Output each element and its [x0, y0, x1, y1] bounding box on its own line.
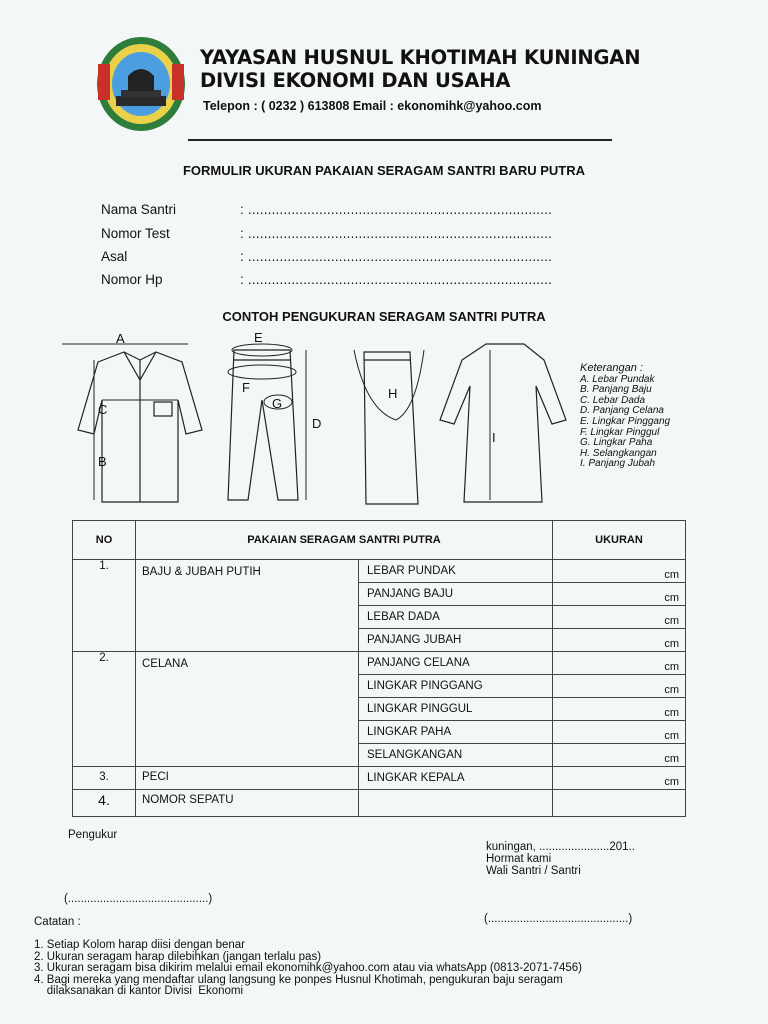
size-input[interactable]: cm	[553, 767, 686, 790]
size-input[interactable]: cm	[553, 698, 686, 721]
size-input[interactable]	[553, 790, 686, 817]
measurer-label: Pengukur	[68, 829, 118, 841]
table-row	[73, 767, 686, 790]
note-item: 3. Ukuran seragam bisa dikirim melalui email ekonomihk@yahoo.com atau via whatsApp (0813-2071-7456)	[34, 962, 582, 974]
measure-label: PANJANG JUBAH	[359, 629, 553, 652]
note-item: dilaksanakan di kantor Divisi Ekonomi	[34, 985, 244, 997]
row-number: 3.	[73, 767, 136, 790]
measure-label: LEBAR PUNDAK	[359, 560, 553, 583]
measure-label: LINGKAR KEPALA	[359, 767, 553, 790]
measurement-table	[72, 520, 686, 817]
header-size: UKURAN	[553, 521, 686, 560]
measure-label: PANJANG CELANA	[359, 652, 553, 675]
organization-name-line2: DIVISI EKONOMI DAN USAHA	[200, 69, 511, 92]
field-nomor-hp-input[interactable]: : .............................................................................	[240, 272, 553, 287]
measure-label: LINGKAR PINGGANG	[359, 675, 553, 698]
size-input[interactable]: cm	[553, 675, 686, 698]
diagram-label-g: G	[272, 396, 283, 411]
field-label-nomor-test: Nomor Test	[101, 226, 170, 241]
table-row	[73, 652, 686, 675]
trousers-side-outline	[364, 352, 418, 504]
legend-item: B. Panjang Baju	[580, 384, 652, 396]
note-item: 1. Setiap Kolom harap diisi dengan benar	[34, 939, 245, 951]
table-row	[73, 560, 686, 583]
greeting-text: Hormat kami	[486, 853, 552, 865]
diagram-legend	[580, 363, 670, 470]
organization-name-line1: YAYASAN HUSNUL KHOTIMAH KUNINGAN	[200, 46, 641, 69]
legend-item: E. Lingkar Pinggang	[580, 415, 671, 427]
measure-label: LEBAR DADA	[359, 606, 553, 629]
field-nama-input[interactable]: : .............................................................................	[240, 202, 553, 217]
legend-item: F. Lingkar Pinggul	[580, 426, 660, 438]
diagram-label-c: C	[98, 402, 108, 417]
note-item: 4. Bagi mereka yang mendaftar ulang langsung ke ponpes Husnul Khotimah, pengukuran baju seragam	[34, 973, 563, 986]
header-no: NO	[73, 521, 136, 560]
diagram-label-d: D	[312, 416, 322, 431]
field-asal-input[interactable]: : .............................................................................	[240, 249, 553, 264]
field-label-nama: Nama Santri	[101, 202, 177, 217]
item-name: CELANA	[136, 652, 359, 767]
legend-item: H. Selangkangan	[580, 447, 657, 459]
measure-label: LINGKAR PAHA	[359, 721, 553, 744]
item-name: BAJU & JUBAH PUTIH	[136, 560, 359, 652]
header-divider	[188, 139, 612, 141]
contact-info: Telepon : ( 0232 ) 613808 Email : ekonomihk@yahoo.com	[203, 99, 542, 113]
trousers-outline	[228, 350, 298, 500]
field-label-nomor-hp: Nomor Hp	[101, 272, 163, 287]
signer-role: Wali Santri / Santri	[486, 865, 581, 877]
organization-logo	[94, 34, 188, 134]
size-input[interactable]: cm	[553, 721, 686, 744]
size-input[interactable]: cm	[553, 583, 686, 606]
diagram-label-f: F	[242, 380, 250, 395]
notes-title: Catatan :	[34, 916, 81, 928]
organization-name	[200, 46, 640, 92]
field-nomor-test-input[interactable]: : .............................................................................	[240, 226, 553, 241]
measure-label: LINGKAR PINGGUL	[359, 698, 553, 721]
size-input[interactable]: cm	[553, 744, 686, 767]
row-number: 1.	[73, 560, 136, 652]
item-name: NOMOR SEPATU	[136, 790, 359, 817]
measurement-diagram	[36, 330, 576, 510]
field-label-asal: Asal	[101, 249, 128, 264]
measure-label: PANJANG BAJU	[359, 583, 553, 606]
empty-cell	[359, 790, 553, 817]
legend-item: I. Panjang Jubah	[580, 458, 656, 470]
measurer-signature-line[interactable]: (............................................)	[64, 893, 213, 905]
legend-title: Keterangan :	[580, 362, 643, 374]
row-number: 2.	[73, 652, 136, 767]
row-number: 4.	[73, 790, 136, 817]
table-header-row	[73, 521, 686, 560]
header-item: PAKAIAN SERAGAM SANTRI PUTRA	[136, 521, 553, 560]
notes-list	[34, 940, 582, 998]
legend-item: D. Panjang Celana	[580, 405, 664, 417]
item-name: PECI	[136, 767, 359, 790]
size-input[interactable]: cm	[553, 560, 686, 583]
date-line[interactable]: kuningan, ......................201..	[486, 841, 635, 853]
diagram-label-i: I	[492, 430, 496, 445]
signature-block	[486, 841, 635, 877]
legend-item: G. Lingkar Paha	[580, 437, 653, 449]
size-input[interactable]: cm	[553, 606, 686, 629]
measure-label: SELANGKANGAN	[359, 744, 553, 767]
diagram-label-h: H	[388, 386, 398, 401]
guardian-signature-line[interactable]: (............................................)	[484, 913, 633, 925]
form-title: FORMULIR UKURAN PAKAIAN SERAGAM SANTRI BARU PUTRA	[182, 163, 586, 178]
size-input[interactable]: cm	[553, 652, 686, 675]
example-title: CONTOH PENGUKURAN SERAGAM SANTRI PUTRA	[222, 309, 546, 324]
table-row	[73, 790, 686, 817]
size-input[interactable]: cm	[553, 629, 686, 652]
diagram-label-a: A	[116, 331, 125, 346]
robe-outline	[440, 344, 566, 502]
legend-item: A. Lebar Pundak	[580, 373, 655, 385]
note-item: 2. Ukuran seragam harap dilebihkan (jangan terlalu pas)	[34, 950, 322, 963]
legend-item: C. Lebar Dada	[580, 394, 646, 406]
diagram-label-b: B	[98, 454, 107, 469]
diagram-label-e: E	[254, 330, 263, 345]
